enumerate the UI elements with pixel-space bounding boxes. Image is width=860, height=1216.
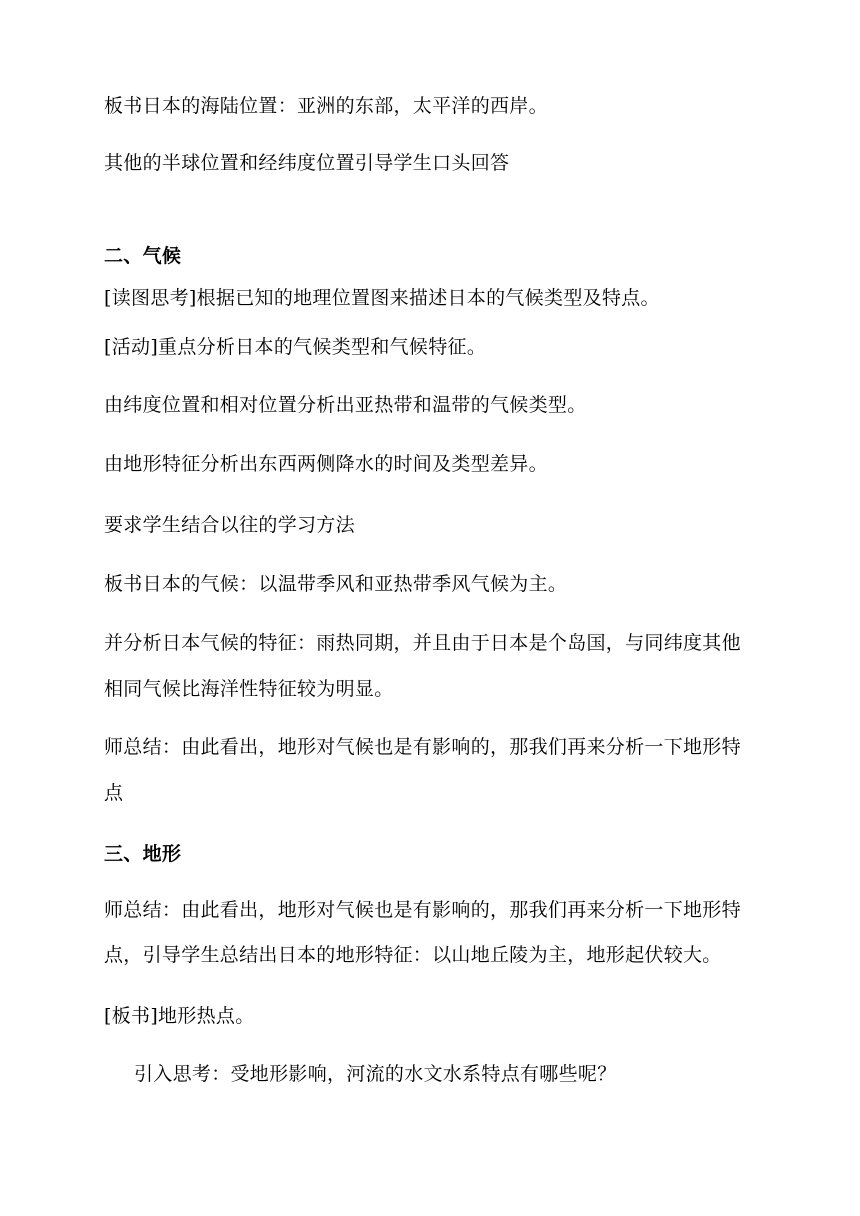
section-heading-climate: 二、气候 [104,245,182,267]
paragraph-teacher-summary-2b: 点，引导学生总结出日本的地形特征：以山地丘陵为主，地形起伏较大。 [104,944,722,966]
paragraph-land-sea-position: 板书日本的海陆位置：亚洲的东部，太平洋的西岸。 [104,95,548,117]
paragraph-latitude-analysis: 由纬度位置和相对位置分析出亚热带和温带的气候类型。 [104,394,587,416]
paragraph-map-reading: [读图思考]根据已知的地理位置图来描述日本的气候类型及特点。 [104,287,660,309]
paragraph-teacher-summary-2a: 师总结：由此看出，地形对气候也是有影响的，那我们再来分析一下地形特 [104,899,741,921]
paragraph-hemisphere-position: 其他的半球位置和经纬度位置引导学生口头回答 [104,152,510,174]
section-heading-terrain: 三、地形 [104,843,182,865]
paragraph-climate-features-2: 相同气候比海洋性特征较为明显。 [104,678,394,700]
paragraph-terrain-board: [板书]地形热点。 [104,1005,255,1027]
paragraph-climate-features-1: 并分析日本气候的特征：雨热同期，并且由于日本是个岛国，与同纬度其他 [104,632,741,654]
paragraph-river-question: 引入思考：受地形影响，河流的水文水系特点有哪些呢？ [134,1063,617,1085]
paragraph-climate-board: 板书日本的气候：以温带季风和亚热带季风气候为主。 [104,573,568,595]
paragraph-terrain-analysis: 由地形特征分析出东西两侧降水的时间及类型差异。 [104,453,548,475]
paragraph-activity: [活动]重点分析日本的气候类型和气候特征。 [104,336,487,358]
paragraph-teacher-summary-1a: 师总结：由此看出，地形对气候也是有影响的，那我们再来分析一下地形特 [104,736,741,758]
paragraph-study-method: 要求学生结合以往的学习方法 [104,514,355,536]
paragraph-teacher-summary-1b: 点 [104,782,124,804]
